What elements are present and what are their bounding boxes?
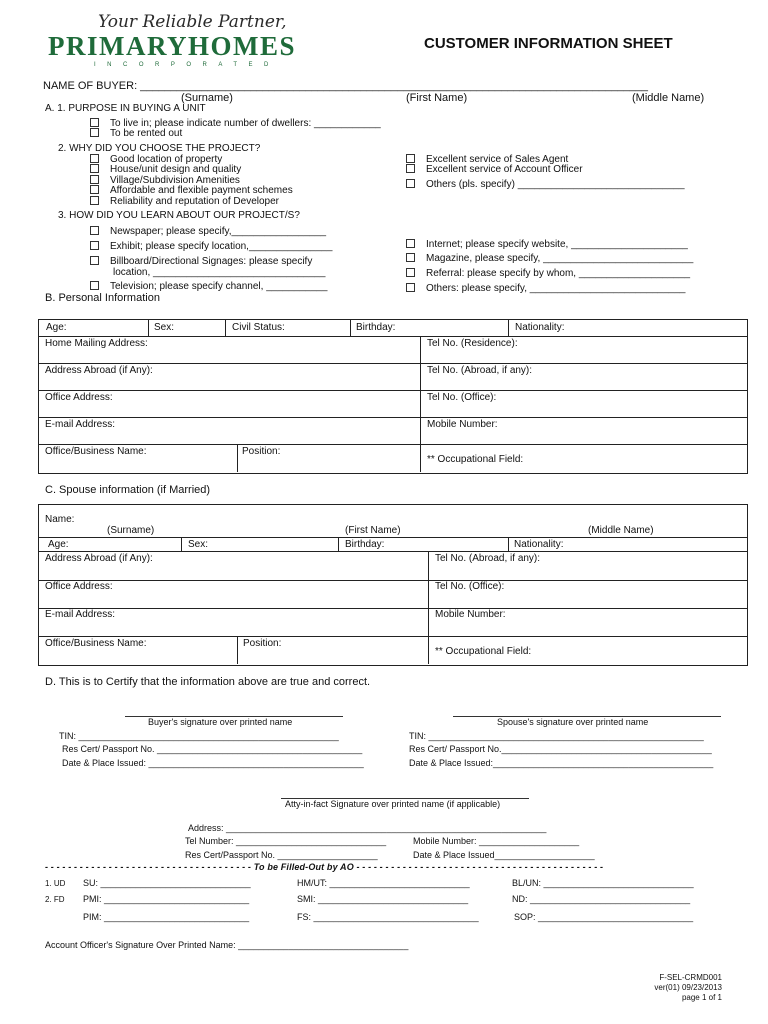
checkbox-item[interactable]: Exhibit; please specify location,_______________: [90, 241, 332, 252]
checkbox-icon: [406, 283, 415, 292]
section-b-heading: B. Personal Information: [45, 292, 160, 304]
question-2: 2. WHY DID YOU CHOOSE THE PROJECT?: [58, 143, 261, 154]
office-address-field[interactable]: Office Address:: [45, 392, 113, 403]
checkbox-item[interactable]: Internet; please specify website, _____________________: [406, 239, 688, 250]
buyer-rescert-field[interactable]: Res Cert/ Passport No. _________________________________________: [62, 744, 363, 754]
question-3: 3. HOW DID YOU LEARN ABOUT OUR PROJECT/S?: [58, 210, 300, 221]
checkbox-item[interactable]: House/unit design and quality: [90, 164, 241, 175]
spouse-tin-field[interactable]: TIN: _______________________________________________________: [409, 731, 704, 741]
spouse-middle-caption: (Middle Name): [588, 525, 654, 536]
spouse-office-address-field[interactable]: Office Address:: [45, 581, 113, 592]
address-abroad-field[interactable]: Address Abroad (if Any):: [45, 365, 153, 376]
checkbox-icon: [90, 118, 99, 127]
age-field[interactable]: Age:: [46, 322, 67, 333]
checkbox-icon: [406, 179, 415, 188]
tel-abroad-field[interactable]: Tel No. (Abroad, if any):: [427, 365, 533, 376]
form-code: F-SEL-CRMD001: [659, 973, 722, 982]
spouse-age-field[interactable]: Age:: [48, 539, 69, 550]
checkbox-item[interactable]: Others (pls. specify) ______________________________: [406, 179, 685, 190]
buyer-signature-caption: Buyer's signature over printed name: [148, 717, 293, 727]
section-d-heading: D. This is to Certify that the information above are true and correct.: [45, 676, 371, 688]
checkbox-icon: [90, 128, 99, 137]
checkbox-icon: [406, 239, 415, 248]
spouse-rescert-field[interactable]: Res Cert/ Passport No.__________________________________________: [409, 744, 712, 754]
occupational-field[interactable]: ** Occupational Field:: [427, 454, 524, 465]
sex-field[interactable]: Sex:: [154, 322, 175, 333]
logo-incorporated: INCORPORATED: [94, 62, 280, 68]
spouse-surname-caption: (Surname): [107, 525, 155, 536]
spouse-first-caption: (First Name): [345, 525, 401, 536]
checkbox-icon: [90, 154, 99, 163]
form-code-block: [654, 973, 722, 1003]
ud-label: 1. UD: [45, 879, 66, 888]
buyer-surname-caption: (Surname): [181, 92, 233, 104]
checkbox-item[interactable]: Village/Subdivision Amenities: [90, 175, 240, 186]
checkbox-icon: [90, 175, 99, 184]
checkbox-item[interactable]: Referral: please specify by whom, ____________________: [406, 268, 690, 279]
atty-date-place-field[interactable]: Date & Place Issued____________________: [413, 850, 595, 860]
spouse-nationality-field[interactable]: Nationality:: [514, 539, 564, 550]
fs-field[interactable]: FS: _________________________________: [297, 912, 479, 922]
checkbox-icon: [90, 226, 99, 235]
spouse-sex-field[interactable]: Sex:: [188, 539, 209, 550]
checkbox-item[interactable]: Others: please specify, ____________________________: [406, 283, 685, 294]
buyer-date-place-field[interactable]: Date & Place Issued: ___________________________________________: [62, 758, 364, 768]
civil-status-field[interactable]: Civil Status:: [232, 322, 285, 333]
checkbox-item[interactable]: Excellent service of Sales Agent: [406, 154, 568, 165]
atty-mobile-field[interactable]: Mobile Number: ____________________: [413, 836, 580, 846]
atty-address-field[interactable]: Address: ________________________________________________________________: [188, 823, 547, 833]
spouse-occupational-field[interactable]: ** Occupational Field:: [435, 646, 532, 657]
spouse-email-field[interactable]: E-mail Address:: [45, 609, 116, 620]
checkbox-item[interactable]: Good location of property: [90, 154, 222, 165]
email-field[interactable]: E-mail Address:: [45, 419, 116, 430]
spouse-birthday-field[interactable]: Birthday:: [345, 539, 385, 550]
spouse-name-field[interactable]: Name:: [45, 514, 75, 525]
mobile-field[interactable]: Mobile Number:: [427, 419, 498, 430]
page-title: CUSTOMER INFORMATION SHEET: [424, 35, 673, 52]
checkbox-item[interactable]: Newspaper; please specify,_________________: [90, 226, 326, 237]
checkbox-item[interactable]: Billboard/Directional Signages: please specify: [90, 256, 312, 267]
logo-tagline: Your Reliable Partner,: [98, 12, 287, 32]
account-officer-signature-field[interactable]: Account Officer's Signature Over Printed Name: __________________________________: [45, 940, 409, 950]
checkbox-icon: [90, 281, 99, 290]
pim-field[interactable]: PIM: _____________________________: [83, 912, 250, 922]
spouse-tel-abroad-field[interactable]: Tel No. (Abroad, if any):: [435, 553, 541, 564]
spouse-business-name-field[interactable]: Office/Business Name:: [45, 638, 147, 649]
logo-name: PRIMARYHOMES: [48, 31, 297, 61]
ao-banner: - - - - - - - - - - - - - - - - - - - - - - - - - - - - - - - - - - - - To be Filled-Out by AO - - - - - - - - - - - - - - - - - - - - - - - - - - - - - - - - - - - - - - - - - - -: [45, 862, 604, 872]
checkbox-icon: [90, 196, 99, 205]
fd-label: 2. FD: [45, 895, 65, 904]
page-number: page 1 of 1: [681, 993, 722, 1002]
form-version: ver(01) 09/23/2013: [654, 983, 722, 992]
tel-office-field[interactable]: Tel No. (Office):: [427, 392, 497, 403]
checkbox-icon: [90, 256, 99, 265]
section-a-heading: A. 1. PURPOSE IN BUYING A UNIT: [45, 103, 206, 114]
buyer-tin-field[interactable]: TIN: ____________________________________________________: [59, 731, 339, 741]
checkbox-icon: [406, 268, 415, 277]
position-field[interactable]: Position:: [242, 446, 281, 457]
home-address-field[interactable]: Home Mailing Address:: [45, 338, 148, 349]
checkbox-item[interactable]: Affordable and flexible payment schemes: [90, 185, 293, 196]
smi-field[interactable]: SMI: ______________________________: [297, 894, 469, 904]
spouse-date-place-field[interactable]: Date & Place Issued:____________________________________________: [409, 758, 714, 768]
hmut-field[interactable]: HM/UT: ____________________________: [297, 878, 470, 888]
checkbox-icon: [90, 241, 99, 250]
sop-field[interactable]: SOP: _______________________________: [514, 912, 694, 922]
billboard-location-line: location, _______________________________: [113, 267, 326, 278]
checkbox-icon: [406, 154, 415, 163]
nationality-field[interactable]: Nationality:: [515, 322, 565, 333]
spouse-signature-caption: Spouse's signature over printed name: [497, 717, 649, 727]
birthday-field[interactable]: Birthday:: [356, 322, 396, 333]
checkbox-item[interactable]: Excellent service of Account Officer: [406, 164, 583, 175]
section-c-heading: C. Spouse information (if Married): [45, 484, 211, 496]
atty-rescert-field[interactable]: Res Cert/Passport No. ____________________: [185, 850, 378, 860]
checkbox-item[interactable]: To live in; please indicate number of dwellers: ____________: [90, 118, 381, 129]
blun-field[interactable]: BL/UN: ______________________________: [512, 878, 694, 888]
atty-tel-field[interactable]: Tel Number: ______________________________: [185, 836, 387, 846]
pmi-field[interactable]: PMI: _____________________________: [83, 894, 250, 904]
checkbox-icon: [90, 185, 99, 194]
business-name-field[interactable]: Office/Business Name:: [45, 446, 147, 457]
atty-signature-caption: Atty-in-fact Signature over printed name (if applicable): [285, 799, 501, 809]
buyer-first-caption: (First Name): [406, 92, 468, 104]
checkbox-item[interactable]: Television; please specify channel, ___________: [90, 281, 327, 292]
tel-residence-field[interactable]: Tel No. (Residence):: [427, 338, 518, 349]
checkbox-icon: [406, 164, 415, 173]
spouse-position-field[interactable]: Position:: [243, 638, 282, 649]
checkbox-item[interactable]: Reliability and reputation of Developer: [90, 196, 279, 207]
spouse-address-abroad-field[interactable]: Address Abroad (if Any):: [45, 553, 153, 564]
checkbox-icon: [406, 253, 415, 262]
checkbox-item[interactable]: To be rented out: [90, 128, 182, 139]
buyer-middle-caption: (Middle Name): [632, 92, 705, 104]
nd-field[interactable]: ND: ________________________________: [512, 894, 691, 904]
spouse-mobile-field[interactable]: Mobile Number:: [435, 609, 506, 620]
buyer-name-label: NAME OF BUYER: ___________________________________________________________________________________: [43, 80, 648, 92]
checkbox-item[interactable]: Magazine, please specify, ___________________________: [406, 253, 693, 264]
checkbox-icon: [90, 164, 99, 173]
su-field[interactable]: SU: ______________________________: [83, 878, 251, 888]
spouse-tel-office-field[interactable]: Tel No. (Office):: [435, 581, 505, 592]
